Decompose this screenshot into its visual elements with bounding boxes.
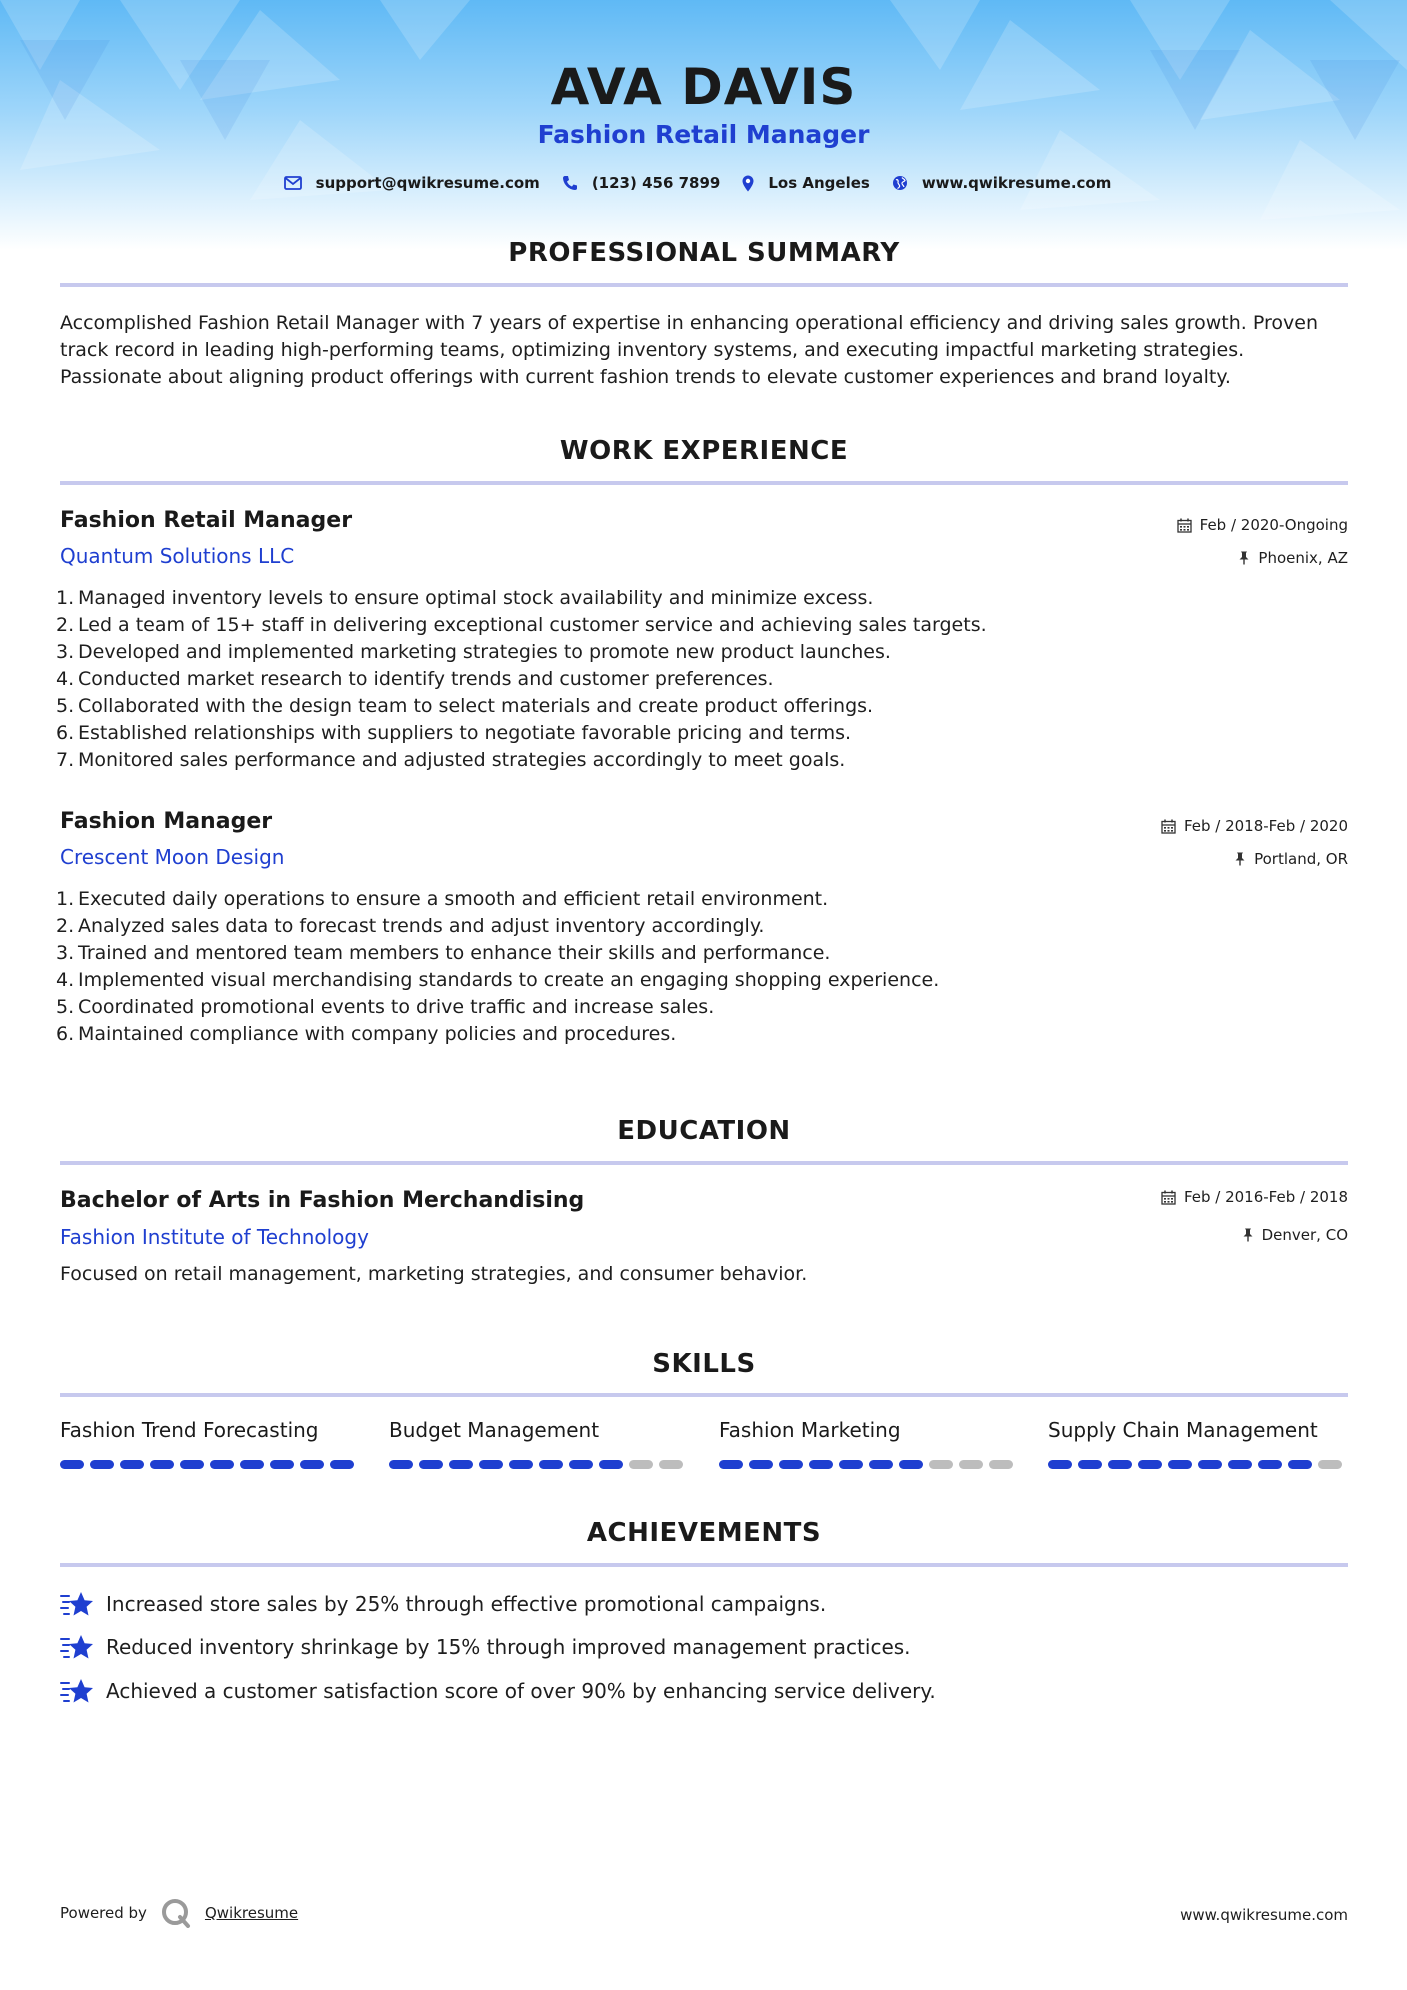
envelope-icon (284, 176, 302, 190)
list-item: 6. Maintained compliance with company policies and procedures. (56, 1023, 677, 1045)
experience-heading: WORK EXPERIENCE (559, 436, 849, 466)
job-location-text: Portland, OR (1254, 850, 1348, 868)
star-icon (60, 1633, 94, 1661)
list-item: 1. Managed inventory levels to ensure optimal stock availability and minimize excess. (56, 587, 874, 609)
skill-segment-empty (959, 1460, 983, 1469)
skill-segment-filled (449, 1460, 473, 1469)
pushpin-icon (1234, 852, 1246, 866)
skill-segment-filled (60, 1460, 84, 1469)
skill-segment-filled (1198, 1460, 1222, 1469)
achievements-heading: ACHIEVEMENTS (586, 1518, 822, 1548)
education-heading: EDUCATION (617, 1116, 791, 1146)
skill-segment-filled (419, 1460, 443, 1469)
contact-email[interactable] (284, 174, 540, 192)
calendar-icon (1177, 518, 1192, 533)
job-location (1238, 549, 1348, 567)
skill-segment-filled (719, 1460, 743, 1469)
job-dates-text: Feb / 2020-Ongoing (1199, 516, 1348, 534)
pushpin-icon (1242, 1228, 1254, 1242)
skill-segment-filled (779, 1460, 803, 1469)
list-item: 3. Trained and mentored team members to enhance their skills and performance. (56, 942, 831, 964)
skill-segment-filled (1138, 1460, 1162, 1469)
skill-segment-filled (180, 1460, 204, 1469)
skill-segment-filled (1078, 1460, 1102, 1469)
candidate-role: Fashion Retail Manager (537, 120, 870, 149)
list-item: 2. Analyzed sales data to forecast trends and adjust inventory accordingly. (56, 915, 765, 937)
job-title: Fashion Manager (60, 809, 273, 834)
star-icon (60, 1590, 94, 1618)
skill-segment-empty (989, 1460, 1013, 1469)
skill-level-bar (719, 1460, 1019, 1469)
contact-bar (0, 174, 1407, 192)
contact-location (742, 174, 869, 192)
achievement-text: Increased store sales by 25% through effective promotional campaigns. (106, 1592, 827, 1616)
achievement-item (60, 1590, 826, 1618)
skill-segment-filled (1258, 1460, 1282, 1469)
footer-powered-by (60, 1898, 298, 1928)
skill-segment-empty (929, 1460, 953, 1469)
skill-item (1048, 1418, 1348, 1469)
skill-segment-filled (509, 1460, 533, 1469)
map-pin-icon (742, 175, 754, 192)
job-location-text: Phoenix, AZ (1258, 549, 1348, 567)
skill-segment-filled (1048, 1460, 1072, 1469)
job-bullet-list (56, 585, 1256, 774)
experience-divider (60, 481, 1348, 485)
skill-segment-empty (629, 1460, 653, 1469)
skill-segment-filled (120, 1460, 144, 1469)
star-icon (60, 1677, 94, 1705)
skill-segment-filled (150, 1460, 174, 1469)
skill-item (719, 1418, 1019, 1469)
candidate-name: AVA DAVIS (550, 58, 857, 116)
skill-segment-filled (210, 1460, 234, 1469)
skills-divider (60, 1393, 1348, 1397)
list-item: 2. Led a team of 15+ staff in delivering exceptional customer service and achieving sales targets. (56, 614, 987, 636)
globe-icon (892, 175, 908, 191)
skills-heading: SKILLS (652, 1349, 756, 1379)
achievement-text: Reduced inventory shrinkage by 15% through improved management practices. (106, 1635, 911, 1659)
job-dates (1177, 516, 1348, 534)
achievement-text: Achieved a customer satisfaction score of over 90% by enhancing service delivery. (106, 1679, 936, 1703)
location-text: Los Angeles (768, 174, 870, 192)
skill-segment-filled (1228, 1460, 1252, 1469)
job-title: Fashion Retail Manager (60, 508, 353, 533)
skill-segment-filled (869, 1460, 893, 1469)
job-location (1234, 850, 1348, 868)
website-text: www.qwikresume.com (921, 174, 1112, 192)
skill-segment-filled (1168, 1460, 1192, 1469)
list-item: 3. Developed and implemented marketing strategies to promote new product launches. (56, 641, 891, 663)
skill-segment-filled (479, 1460, 503, 1469)
pushpin-icon (1238, 551, 1250, 565)
skill-name: Supply Chain Management (1048, 1418, 1318, 1442)
skill-segment-filled (90, 1460, 114, 1469)
list-item: 7. Monitored sales performance and adjusted strategies accordingly to meet goals. (56, 749, 846, 771)
phone-icon (562, 175, 578, 191)
job-dates (1161, 817, 1348, 835)
education-dates-text: Feb / 2016-Feb / 2018 (1183, 1188, 1348, 1206)
calendar-icon (1161, 1190, 1176, 1205)
phone-text: (123) 456 7899 (591, 174, 721, 192)
skill-level-bar (1048, 1460, 1348, 1469)
qwikresume-logo-icon (161, 1898, 191, 1928)
skill-item (60, 1418, 360, 1469)
school-name: Fashion Institute of Technology (60, 1225, 369, 1249)
company-name: Quantum Solutions LLC (60, 544, 295, 568)
list-item: 5. Coordinated promotional events to drive traffic and increase sales. (56, 996, 715, 1018)
summary-text: Accomplished Fashion Retail Manager with 7 years of expertise in enhancing operational efficiency and driving sales growth. Proven track record in leading high-performing teams, optimizing inventory systems, and executing impactful marketing strategies. Passionate about aligning product offerings with current fashion trends to elevate customer experiences and brand loyalty. (60, 312, 1318, 388)
skill-segment-empty (1318, 1460, 1342, 1469)
skill-segment-filled (330, 1460, 354, 1469)
skill-segment-filled (240, 1460, 264, 1469)
job-bullet-list (56, 886, 1256, 1048)
footer-url[interactable]: www.qwikresume.com (1180, 1906, 1348, 1924)
skill-segment-filled (270, 1460, 294, 1469)
summary-divider (60, 283, 1348, 287)
company-name: Crescent Moon Design (60, 845, 285, 869)
skill-name: Fashion Trend Forecasting (60, 1418, 319, 1442)
job-dates-text: Feb / 2018-Feb / 2020 (1183, 817, 1348, 835)
achievements-divider (60, 1563, 1348, 1567)
calendar-icon (1161, 819, 1176, 834)
skill-segment-filled (1108, 1460, 1132, 1469)
list-item: 6. Established relationships with suppliers to negotiate favorable pricing and terms. (56, 722, 852, 744)
list-item: 4. Implemented visual merchandising standards to create an engaging shopping experience. (56, 969, 940, 991)
list-item: 4. Conducted market research to identify trends and customer preferences. (56, 668, 774, 690)
skill-segment-filled (1288, 1460, 1312, 1469)
skill-segment-filled (599, 1460, 623, 1469)
contact-phone[interactable] (562, 174, 721, 192)
skill-segment-filled (839, 1460, 863, 1469)
skill-level-bar (389, 1460, 689, 1469)
list-item: 5. Collaborated with the design team to select materials and create product offerings. (56, 695, 874, 717)
skill-name: Fashion Marketing (719, 1418, 901, 1442)
education-location-text: Denver, CO (1261, 1226, 1348, 1244)
skill-segment-filled (749, 1460, 773, 1469)
email-text: support@qwikresume.com (315, 174, 540, 192)
skill-item (389, 1418, 689, 1469)
skill-segment-filled (899, 1460, 923, 1469)
powered-by-label: Powered by (60, 1904, 147, 1922)
list-item: 1. Executed daily operations to ensure a smooth and efficient retail environment. (56, 888, 829, 910)
qwikresume-link[interactable]: Qwikresume (204, 1904, 299, 1922)
education-description: Focused on retail management, marketing strategies, and consumer behavior. (60, 1263, 808, 1285)
skill-name: Budget Management (389, 1418, 600, 1442)
achievement-item (60, 1677, 936, 1705)
achievement-item (60, 1633, 911, 1661)
skill-segment-filled (809, 1460, 833, 1469)
skill-segment-filled (300, 1460, 324, 1469)
skill-segment-filled (539, 1460, 563, 1469)
contact-website[interactable] (892, 174, 1112, 192)
degree-title: Bachelor of Arts in Fashion Merchandising (60, 1188, 585, 1213)
skill-segment-filled (569, 1460, 593, 1469)
skill-segment-empty (659, 1460, 683, 1469)
summary-heading: PROFESSIONAL SUMMARY (508, 238, 900, 268)
education-divider (60, 1161, 1348, 1165)
education-dates (1161, 1188, 1348, 1206)
skill-level-bar (60, 1460, 360, 1469)
education-location (1242, 1226, 1348, 1244)
skill-segment-filled (389, 1460, 413, 1469)
